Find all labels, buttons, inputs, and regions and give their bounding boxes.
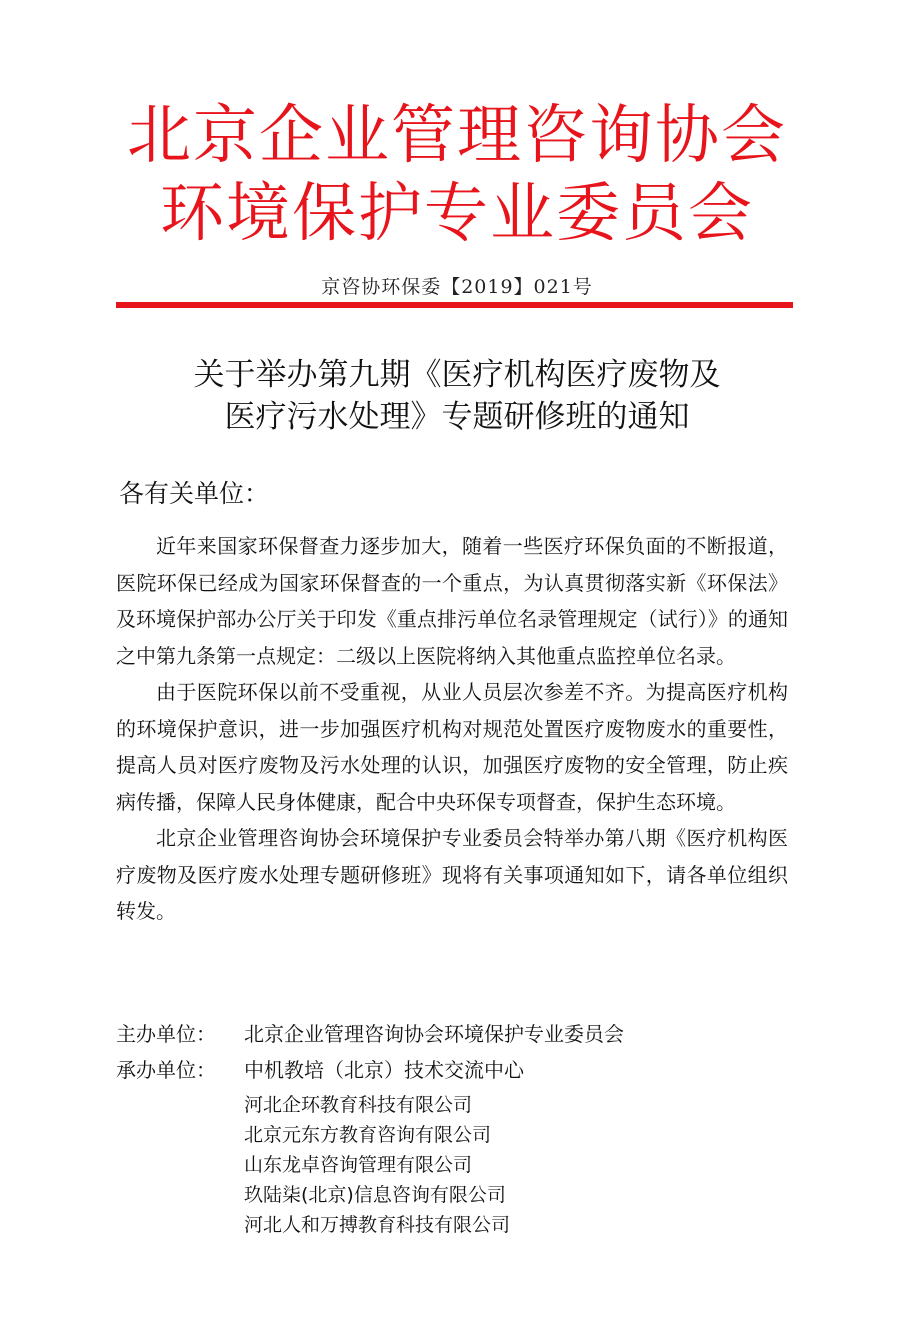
co-organizer-label: 承办单位： <box>116 1058 216 1082</box>
notice-title-line-2: 医疗污水处理》专题研修班的通知 <box>224 399 690 435</box>
notice-body <box>116 528 788 930</box>
salutation: 各有关单位： <box>119 479 270 508</box>
host-row <box>116 1016 806 1052</box>
co-organizer-item: 河北人和万搏教育科技有限公司 <box>244 1214 511 1236</box>
letterhead-divider <box>116 302 793 308</box>
body-paragraph-2: 由于医院环保以前不受重视，从业人员层次参差不齐。为提高医疗机构的环境保护意识，进一步加强医疗机构对规范处置医疗废物废水的重要性，提高人员对医疗废物及污水处理的认识，加强医疗废物的安全管理，防止疾病传播，保障人民身体健康，配合中央环保专项督查，保护生态环境。 <box>116 680 788 814</box>
body-paragraph-1: 近年来国家环保督查力逐步加大，随着一些医疗环保负面的不断报道，医院环保已经成为国家环保督查的一个重点，为认真贯彻落实新《环保法》及环境保护部办公厅关于印发《重点排污单位名录管理规定（试行）》的通知之中第九条第一点规定：二级以上医院将纳入其他重点监控单位名录。 <box>116 534 788 668</box>
co-organizer-list <box>116 1090 806 1240</box>
co-organizer-value: 中机教培（北京）技术交流中心 <box>244 1058 524 1082</box>
notice-title-line-1: 关于举办第九期《医疗机构医疗废物及 <box>193 357 721 393</box>
co-organizer-row <box>116 1052 806 1088</box>
co-organizer-item: 河北企环教育科技有限公司 <box>244 1094 473 1116</box>
host-value: 北京企业管理咨询协会环境保护专业委员会 <box>244 1022 624 1046</box>
co-organizer-item: 北京元东方教育咨询有限公司 <box>244 1124 492 1146</box>
letterhead-org-line-2: 环境保护专业委员会 <box>160 177 754 251</box>
letterhead-org-line-1: 北京企业管理咨询协会 <box>127 99 787 173</box>
host-label: 主办单位： <box>116 1022 216 1046</box>
co-organizer-item: 山东龙卓咨询管理有限公司 <box>244 1154 473 1176</box>
co-organizer-item: 玖陆柒(北京)信息咨询有限公司 <box>244 1184 506 1206</box>
document-number: 京咨协环保委【2019】021号 <box>321 276 593 298</box>
organizer-block <box>116 1016 806 1240</box>
body-paragraph-3: 北京企业管理咨询协会环境保护专业委员会特举办第八期《医疗机构医疗废物及医疗废水处理专题研修班》现将有关事项通知如下，请各单位组织转发。 <box>116 826 788 923</box>
